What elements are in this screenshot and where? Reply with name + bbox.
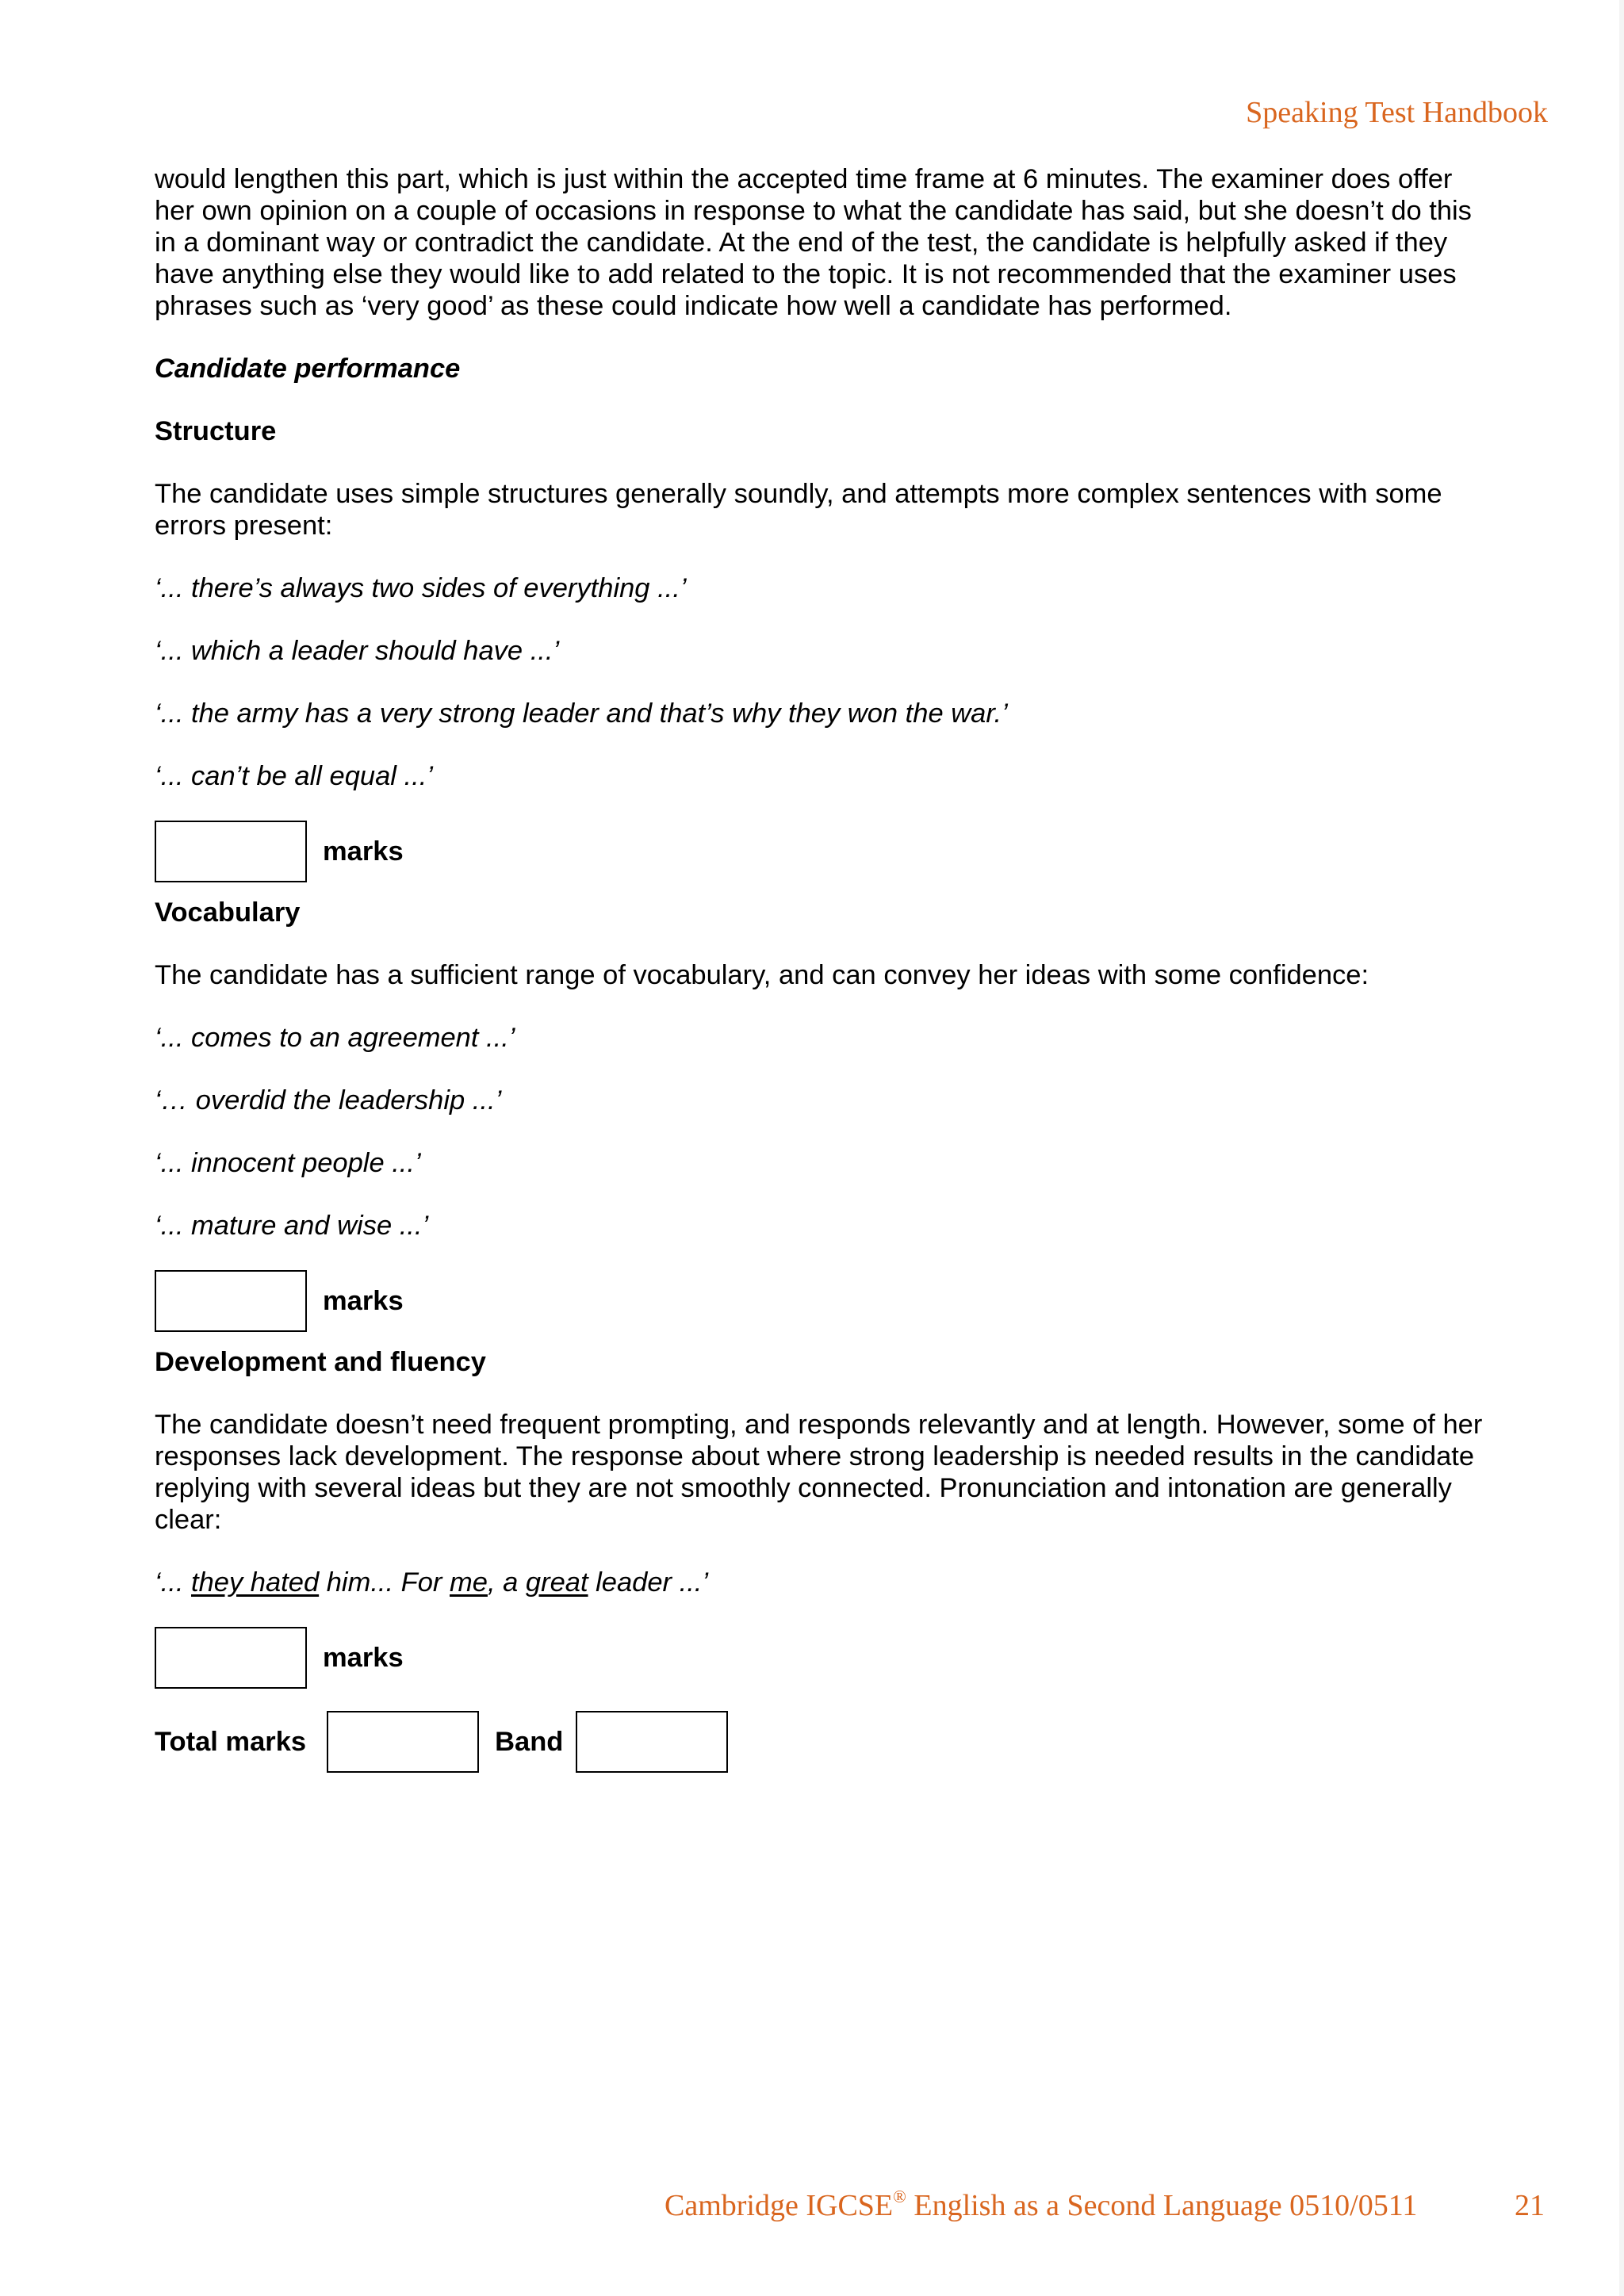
intro-paragraph: would lengthen this part, which is just within the accepted time frame at 6 minutes. The examiner does offer her own opinion on a couple of occasions in response to what the candidate has said, but she doesn’t do this in a dominant way or contradict the candidate. At the end of the test, the candidate is helpfully asked if they have anything else they would like to add related to the topic. It is not recommended that the examiner uses phrases such as ‘very good’ as these could indicate how well a candidate has performed. xyxy=(155,164,1472,321)
structure-heading: Structure xyxy=(155,416,277,446)
vocabulary-quote: ‘… overdid the leadership ...’ xyxy=(155,1085,502,1115)
page-edge-shadow xyxy=(1619,0,1624,2296)
vocabulary-text: The candidate has a sufficient range of vocabulary, and can convey her ideas with some confidence: xyxy=(155,960,1369,990)
underlined-word: they hated xyxy=(191,1567,320,1598)
running-header: Speaking Test Handbook xyxy=(1246,96,1548,129)
band-box[interactable] xyxy=(576,1711,728,1773)
candidate-performance-heading: Candidate performance xyxy=(155,354,461,384)
band-label: Band xyxy=(495,1727,564,1757)
structure-text: The candidate uses simple structures generally soundly, and attempts more complex sentences with some errors present: xyxy=(155,479,1442,541)
development-marks-box[interactable] xyxy=(155,1627,307,1689)
vocabulary-quote: ‘... innocent people ...’ xyxy=(155,1148,421,1178)
page-content xyxy=(155,163,1487,1774)
vocabulary-marks-box[interactable] xyxy=(155,1270,307,1332)
quote-text: ‘... xyxy=(155,1567,192,1598)
structure-marks-box[interactable] xyxy=(155,821,307,882)
quote-text: , a xyxy=(487,1567,526,1598)
vocabulary-marks-label: marks xyxy=(323,1286,404,1316)
development-marks-row xyxy=(155,1625,1487,1690)
vocabulary-quote: ‘... mature and wise ...’ xyxy=(155,1211,429,1241)
vocabulary-marks-row xyxy=(155,1269,1487,1334)
underlined-word: great xyxy=(525,1567,588,1598)
vocabulary-heading: Vocabulary xyxy=(155,897,301,928)
development-quote xyxy=(155,1567,1487,1598)
page-number: 21 xyxy=(1515,2189,1545,2222)
structure-quote: ‘... there’s always two sides of everything ...’ xyxy=(155,573,687,603)
total-marks-label: Total marks xyxy=(155,1727,307,1757)
quote-text: him... For xyxy=(319,1567,450,1598)
development-marks-label: marks xyxy=(323,1643,404,1673)
development-text: The candidate doesn’t need frequent prompting, and responds relevantly and at length. However, some of her responses lack development. The response about where strong leadership is needed results in the candidate replying with several ideas but they are not smoothly connected. Pronunciation and intonation are generally clear: xyxy=(155,1410,1483,1535)
footer-title-suffix: English as a Second Language 0510/0511 xyxy=(906,2189,1418,2222)
total-marks-box[interactable] xyxy=(327,1711,479,1773)
footer-title-prefix: Cambridge IGCSE xyxy=(665,2189,894,2222)
structure-quote: ‘... which a leader should have ...’ xyxy=(155,636,560,666)
footer-title xyxy=(665,2188,1417,2223)
totals-row xyxy=(155,1709,1487,1774)
structure-marks-row xyxy=(155,819,1487,884)
structure-marks-label: marks xyxy=(323,836,404,867)
registered-mark: ® xyxy=(893,2187,906,2206)
quote-text: leader ...’ xyxy=(588,1567,709,1598)
structure-quote: ‘... the army has a very strong leader and that’s why they won the war.’ xyxy=(155,698,1008,729)
underlined-word: me xyxy=(450,1567,488,1598)
vocabulary-quote: ‘... comes to an agreement ...’ xyxy=(155,1023,515,1053)
development-heading: Development and fluency xyxy=(155,1347,486,1377)
structure-quote: ‘... can’t be all equal ...’ xyxy=(155,761,433,791)
